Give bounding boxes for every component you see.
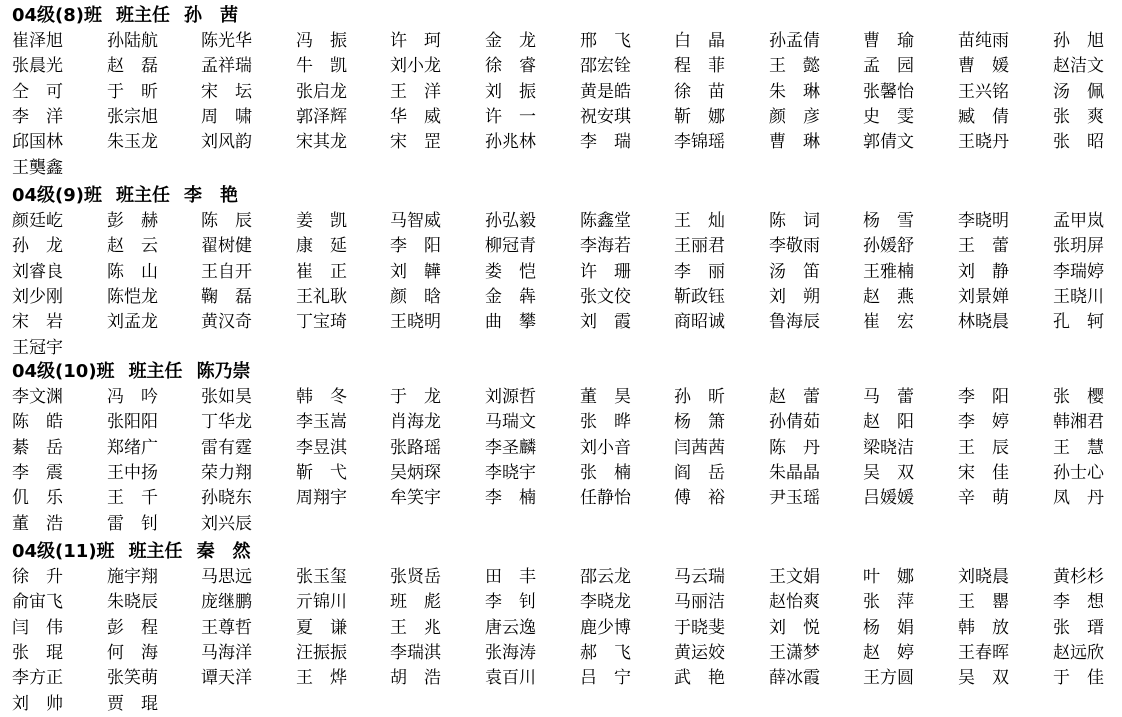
student-name: 闫茜茜: [674, 437, 725, 458]
student-name: 陈 词: [769, 211, 820, 231]
student-name: 綦 岳: [12, 437, 63, 458]
student-name: 王晓明: [390, 312, 441, 333]
student-name: 陈鑫堂: [580, 211, 631, 231]
student-name: 康 延: [296, 236, 347, 257]
student-name: 王 辰: [958, 437, 1009, 458]
student-name: 李 阳: [390, 236, 441, 257]
student-name: 张 琨: [12, 642, 63, 663]
class-header: [12, 360, 251, 384]
student-name: 张晨光: [12, 56, 63, 77]
student-name: 邱国林: [12, 132, 63, 153]
student-name: 张 樱: [1053, 387, 1104, 407]
student-name: 刘晓晨: [958, 567, 1009, 587]
student-name: 陈 丹: [769, 437, 820, 458]
student-name: 于晓斐: [674, 617, 725, 638]
student-name: 曹 媛: [958, 56, 1009, 77]
student-name: 娄 恺: [485, 261, 536, 282]
student-name: 孔 轲: [1053, 312, 1104, 333]
student-name: 金 龙: [485, 31, 536, 51]
student-name: 王雅楠: [863, 261, 914, 282]
student-name: 张海涛: [485, 642, 536, 663]
student-name: 雷 钊: [107, 513, 158, 534]
student-name: 崔泽旭: [12, 31, 63, 51]
student-name: 徐 升: [12, 567, 63, 587]
student-name: 宋 坛: [201, 81, 252, 102]
student-name: 王尊哲: [201, 617, 252, 638]
student-name: 王礼耿: [296, 286, 347, 307]
student-name: 李瑞淇: [390, 642, 441, 663]
student-name: 赵 磊: [107, 56, 158, 77]
student-name: 刘景婵: [958, 286, 1009, 307]
student-name: 雷有霆: [201, 437, 252, 458]
student-name: 颜 晗: [390, 286, 441, 307]
student-name: 班 彪: [390, 592, 441, 613]
student-name: 王 懿: [769, 56, 820, 77]
student-name: 张路瑶: [390, 437, 441, 458]
student-name: 李 婷: [958, 412, 1009, 433]
student-name: 王 罌: [958, 592, 1009, 613]
student-name: 吕媛媛: [863, 488, 914, 509]
student-name: 贾 琨: [107, 693, 158, 714]
student-name: 李晓宇: [485, 462, 536, 483]
class-title: 04级(10)班: [12, 361, 115, 382]
student-name: 颜 彦: [769, 106, 820, 127]
student-name: 彭 程: [107, 617, 158, 638]
student-name: 孟祥瑞: [201, 56, 252, 77]
student-name: 黄汉奇: [201, 312, 252, 333]
student-name: 史 雯: [863, 106, 914, 127]
student-name: 王 兆: [390, 617, 441, 638]
student-name: 李 钊: [485, 592, 536, 613]
student-name: 仝 可: [12, 81, 63, 102]
student-name: 袁百川: [485, 668, 536, 689]
student-name: 刘 悦: [769, 617, 820, 638]
student-name: 王冠宇: [12, 337, 63, 358]
student-name: 刘睿良: [12, 261, 63, 282]
student-name: 张贤岳: [390, 567, 441, 587]
student-name: 颜廷屹: [12, 211, 63, 231]
student-name: 张如昊: [201, 387, 252, 407]
student-name: 柳冠青: [485, 236, 536, 257]
student-name: 赵 婷: [863, 642, 914, 663]
student-name: 赵远欣: [1053, 642, 1104, 663]
student-name: 鹿少博: [580, 617, 631, 638]
student-name: 李昱淇: [296, 437, 347, 458]
student-name: 许 一: [485, 106, 536, 127]
student-name: 王文娟: [769, 567, 820, 587]
student-name: 崔 宏: [863, 312, 914, 333]
student-name: 马海洋: [201, 642, 252, 663]
student-name: 牛 凯: [296, 56, 347, 77]
student-name: 董 昊: [580, 387, 631, 407]
student-name: 马思远: [201, 567, 252, 587]
student-name: 梁晓洁: [863, 437, 914, 458]
student-name: 李文渊: [12, 387, 63, 407]
student-name: 汤 笛: [769, 261, 820, 282]
student-name: 徐 睿: [485, 56, 536, 77]
student-name: 田 丰: [485, 567, 536, 587]
student-name: 王晓丹: [958, 132, 1009, 153]
student-name: 鲁海辰: [769, 312, 820, 333]
student-name: 黄杉杉: [1053, 567, 1104, 587]
student-name: 阎 岳: [674, 462, 725, 483]
student-name: 汤 佩: [1053, 81, 1104, 102]
student-name: 邢 飞: [580, 31, 631, 51]
student-name: 姜 凯: [296, 211, 347, 231]
student-name: 李玉嵩: [296, 412, 347, 433]
student-name: 张 爽: [1053, 106, 1104, 127]
student-name: 赵 阳: [863, 412, 914, 433]
student-name: 孙弘毅: [485, 211, 536, 231]
student-name: 孙 旭: [1053, 31, 1104, 51]
student-name: 郝 飞: [580, 642, 631, 663]
student-name: 刘兴辰: [201, 513, 252, 534]
student-name: 王春晖: [958, 642, 1009, 663]
student-name: 鞠 磊: [201, 286, 252, 307]
student-name: 任静怡: [580, 488, 631, 509]
student-name: 孙晓东: [201, 488, 252, 509]
class-title: 04级(11)班: [12, 541, 115, 562]
student-name: 刘少刚: [12, 286, 63, 307]
student-name: 郭泽辉: [296, 106, 347, 127]
student-name: 李 想: [1053, 592, 1104, 613]
student-name: 张宗旭: [107, 106, 158, 127]
student-name: 孙孟倩: [769, 31, 820, 51]
student-name: 何 海: [107, 642, 158, 663]
student-name: 马云瑞: [674, 567, 725, 587]
student-name: 丁华龙: [201, 412, 252, 433]
student-name: 张馨怡: [863, 81, 914, 102]
student-name: 黄是皓: [580, 81, 631, 102]
student-name: 李 楠: [485, 488, 536, 509]
student-name: 刘源哲: [485, 387, 536, 407]
student-name: 程 菲: [674, 56, 725, 77]
student-name: 孟 园: [863, 56, 914, 77]
teacher-label: 班主任: [128, 361, 183, 382]
student-name: 牟笑宇: [390, 488, 441, 509]
student-name: 施宇翔: [107, 567, 158, 587]
student-name: 薛冰霞: [769, 668, 820, 689]
student-name: 金 犇: [485, 286, 536, 307]
teacher-label: 班主任: [128, 541, 183, 562]
student-name: 祝安琪: [580, 106, 631, 127]
student-name: 商昭诚: [674, 312, 725, 333]
student-name: 王 洋: [390, 81, 441, 102]
class-header: [12, 540, 251, 564]
student-name: 吴炳琛: [390, 462, 441, 483]
student-name: 韩湘君: [1053, 412, 1104, 433]
student-name: 刘 帅: [12, 693, 63, 714]
student-name: 陈恺龙: [107, 286, 158, 307]
teacher-name: 陈乃崇: [196, 361, 251, 382]
student-name: 刘 霞: [580, 312, 631, 333]
student-name: 张阳阳: [107, 412, 158, 433]
student-name: 王 千: [107, 488, 158, 509]
student-name: 靳 娜: [674, 106, 725, 127]
student-name: 刘 振: [485, 81, 536, 102]
student-name: 张文佼: [580, 286, 631, 307]
student-name: 崔 正: [296, 261, 347, 282]
student-name: 张玥屏: [1053, 236, 1104, 257]
student-name: 韩 放: [958, 617, 1009, 638]
student-name: 于 昕: [107, 81, 158, 102]
student-name: 尹玉瑶: [769, 488, 820, 509]
student-name: 李晓龙: [580, 592, 631, 613]
student-name: 孟甲岚: [1053, 211, 1104, 231]
student-name: 马丽洁: [674, 592, 725, 613]
student-name: 汪振振: [296, 642, 347, 663]
student-name: 李 洋: [12, 106, 63, 127]
student-name: 夏 谦: [296, 617, 347, 638]
student-name: 张笑萌: [107, 668, 158, 689]
student-name: 郑绪广: [107, 437, 158, 458]
student-name: 丁宝琦: [296, 312, 347, 333]
student-name: 陈 山: [107, 261, 158, 282]
student-name: 孙兆林: [485, 132, 536, 153]
student-name: 叶 娜: [863, 567, 914, 587]
student-name: 李圣麟: [485, 437, 536, 458]
student-name: 靳政钰: [674, 286, 725, 307]
student-name: 韩 冬: [296, 387, 347, 407]
student-name: 王 慧: [1053, 437, 1104, 458]
student-name: 宋其龙: [296, 132, 347, 153]
student-name: 王中扬: [107, 462, 158, 483]
student-name: 曹 瑜: [863, 31, 914, 51]
student-name: 李瑞婷: [1053, 261, 1104, 282]
student-name: 周 啸: [201, 106, 252, 127]
student-name: 傅 裕: [674, 488, 725, 509]
student-name: 宋 佳: [958, 462, 1009, 483]
student-name: 宋 岩: [12, 312, 63, 333]
student-name: 郭倩文: [863, 132, 914, 153]
student-name: 黄运姣: [674, 642, 725, 663]
teacher-name: 孙 茜: [184, 5, 239, 26]
student-name: 王潇梦: [769, 642, 820, 663]
student-name: 邵宏铨: [580, 56, 631, 77]
student-name: 辛 萌: [958, 488, 1009, 509]
student-name: 许 珊: [580, 261, 631, 282]
student-name: 朱晓辰: [107, 592, 158, 613]
student-name: 王兴铭: [958, 81, 1009, 102]
student-name: 肖海龙: [390, 412, 441, 433]
student-name: 马智威: [390, 211, 441, 231]
student-name: 许 珂: [390, 31, 441, 51]
student-name: 李 震: [12, 462, 63, 483]
student-name: 王晓川: [1053, 286, 1104, 307]
teacher-name: 秦 然: [196, 541, 251, 562]
student-name: 宋 罡: [390, 132, 441, 153]
student-name: 张 萍: [863, 592, 914, 613]
student-name: 曹 琳: [769, 132, 820, 153]
student-name: 王 烨: [296, 668, 347, 689]
student-name: 陈光华: [201, 31, 252, 51]
student-name: 徐 苗: [674, 81, 725, 102]
student-name: 刘 韡: [390, 261, 441, 282]
student-name: 张启龙: [296, 81, 347, 102]
student-name: 吴 双: [958, 668, 1009, 689]
student-name: 孙陆航: [107, 31, 158, 51]
student-name: 俞宙飞: [12, 592, 63, 613]
class-header: [12, 4, 238, 28]
student-name: 亓锦川: [296, 592, 347, 613]
student-name: 孙士心: [1053, 462, 1104, 483]
student-name: 刘 静: [958, 261, 1009, 282]
student-name: 赵怡爽: [769, 592, 820, 613]
student-name: 翟树健: [201, 236, 252, 257]
student-name: 邵云龙: [580, 567, 631, 587]
student-name: 闫 伟: [12, 617, 63, 638]
class-header: [12, 184, 238, 208]
student-name: 孙媛舒: [863, 236, 914, 257]
student-name: 杨 娟: [863, 617, 914, 638]
student-name: 陈 皓: [12, 412, 63, 433]
student-name: 孙 昕: [674, 387, 725, 407]
student-name: 唐云逸: [485, 617, 536, 638]
class-title: 04级(8)班: [12, 5, 103, 26]
student-name: 李锦瑶: [674, 132, 725, 153]
student-name: 王丽君: [674, 236, 725, 257]
student-name: 朱晶晶: [769, 462, 820, 483]
student-name: 孙倩茹: [769, 412, 820, 433]
student-name: 孙 龙: [12, 236, 63, 257]
student-name: 李海若: [580, 236, 631, 257]
student-name: 荣力翔: [201, 462, 252, 483]
student-name: 冯 吟: [107, 387, 158, 407]
student-name: 王 灿: [674, 211, 725, 231]
student-name: 李 瑞: [580, 132, 631, 153]
student-name: 王方圆: [863, 668, 914, 689]
student-name: 张 昭: [1053, 132, 1104, 153]
student-name: 王自开: [201, 261, 252, 282]
student-name: 吴 双: [863, 462, 914, 483]
student-name: 臧 倩: [958, 106, 1009, 127]
student-name: 杨 箫: [674, 412, 725, 433]
student-name: 周翔宇: [296, 488, 347, 509]
student-name: 于 龙: [390, 387, 441, 407]
student-name: 庞继鹏: [201, 592, 252, 613]
student-name: 刘 朔: [769, 286, 820, 307]
student-name: 华 威: [390, 106, 441, 127]
student-name: 吕 宁: [580, 668, 631, 689]
student-name: 刘小龙: [390, 56, 441, 77]
student-name: 李晓明: [958, 211, 1009, 231]
student-name: 张 楠: [580, 462, 631, 483]
student-name: 马 蕾: [863, 387, 914, 407]
student-name: 陈 辰: [201, 211, 252, 231]
student-name: 胡 浩: [390, 668, 441, 689]
student-name: 杨 雪: [863, 211, 914, 231]
student-name: 于 佳: [1053, 668, 1104, 689]
student-name: 朱玉龙: [107, 132, 158, 153]
teacher-label: 班主任: [116, 5, 171, 26]
student-name: 张 瑨: [1053, 617, 1104, 638]
student-name: 李方正: [12, 668, 63, 689]
student-name: 靳 弋: [296, 462, 347, 483]
student-name: 李敬雨: [769, 236, 820, 257]
student-name: 刘孟龙: [107, 312, 158, 333]
student-name: 马瑞文: [485, 412, 536, 433]
student-name: 李 阳: [958, 387, 1009, 407]
student-name: 朱 琳: [769, 81, 820, 102]
student-name: 刘小音: [580, 437, 631, 458]
student-name: 凤 丹: [1053, 488, 1104, 509]
student-name: 张 晔: [580, 412, 631, 433]
class-title: 04级(9)班: [12, 185, 103, 206]
student-name: 张玉玺: [296, 567, 347, 587]
student-name: 苗纯雨: [958, 31, 1009, 51]
teacher-label: 班主任: [116, 185, 171, 206]
student-name: 赵洁文: [1053, 56, 1104, 77]
student-name: 王 蕾: [958, 236, 1009, 257]
student-name: 王龑鑫: [12, 157, 63, 178]
student-name: 白 晶: [674, 31, 725, 51]
student-name: 李 丽: [674, 261, 725, 282]
student-name: 赵 蕾: [769, 387, 820, 407]
student-name: 赵 燕: [863, 286, 914, 307]
student-name: 彭 赫: [107, 211, 158, 231]
student-name: 赵 云: [107, 236, 158, 257]
student-name: 林晓晨: [958, 312, 1009, 333]
student-name: 仉 乐: [12, 488, 63, 509]
student-name: 谭天洋: [201, 668, 252, 689]
student-name: 冯 振: [296, 31, 347, 51]
teacher-name: 李 艳: [184, 185, 239, 206]
student-name: 武 艳: [674, 668, 725, 689]
student-name: 刘风韵: [201, 132, 252, 153]
student-name: 董 浩: [12, 513, 63, 534]
student-name: 曲 攀: [485, 312, 536, 333]
